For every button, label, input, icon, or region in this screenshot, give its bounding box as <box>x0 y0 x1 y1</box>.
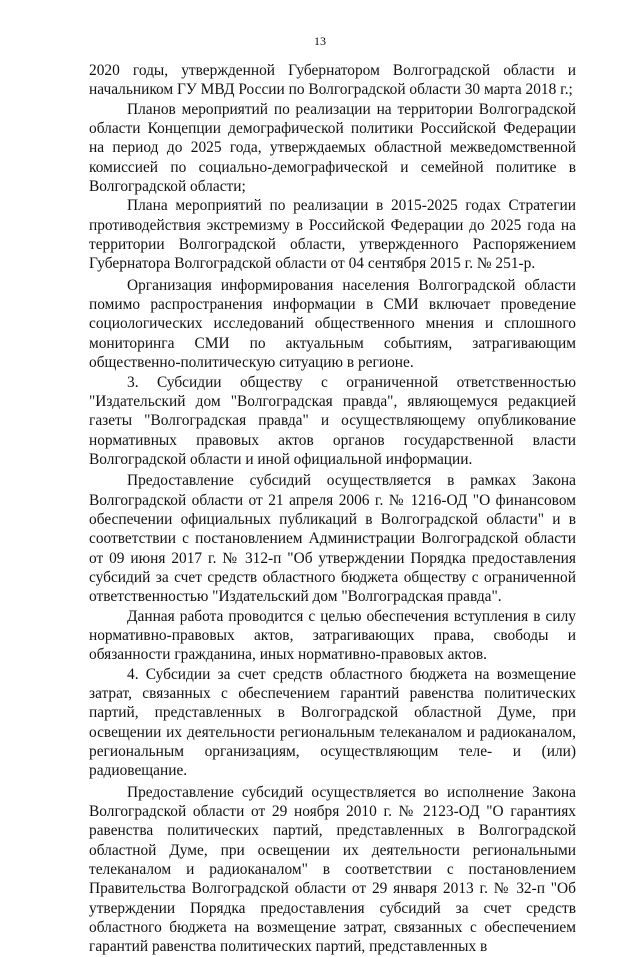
document-body <box>89 61 576 957</box>
paragraph-6: Предоставление субсидий осуществляется в рамках Закона Волгоградской области от 21 апреля 2006 г. № 1216-ОД "О финансовом обеспечении официальных публикаций в Волгоградской области" и в соответствии с постановлением Администрации Волгоградской области от 09 июня 2017 г. № 312-п "Об утверждении Порядка предоставления субсидий за счет средств областного бюджета обществу с ограниченной ответственностью "Издательский дом "Волгоградская правда". <box>89 472 576 606</box>
paragraph-3: Плана мероприятий по реализации в 2015-2025 годах Стратегии противодействия экстремизму в Российской Федерации до 2025 года на территории Волгоградской области, утвержденного Распоряжением Губернатора Волгоградской области от 04 сентября 2015 г. № 251-р. <box>89 197 576 273</box>
paragraph-8: 4. Субсидии за счет средств областного бюджета на возмещение затрат, связанных с обеспечением гарантий равенства политических партий, представленных в Волгоградской областной Думе, при освещении их деятельности региональным телеканалом и радиоканалом, региональным организациям, осуществляющим теле- и (или) радиовещание. <box>89 665 576 780</box>
paragraph-2: Планов мероприятий по реализации на территории Волгоградской области Концепции демографической политики Российской Федерации на период до 2025 года, утверждаемых областной межведомственной комиссией по социально-демографической и семейной политике в Волгоградской области; <box>89 100 576 196</box>
paragraph-5: 3. Субсидии обществу с ограниченной ответственностью "Издательский дом "Волгоградская правда", являющемуся редакцией газеты "Волгоградская правда" и осуществляющему опубликование нормативных правовых актов органов государственной власти Волгоградской области и иной официальной информации. <box>89 373 576 468</box>
paragraph-7: Данная работа проводится с целью обеспечения вступления в силу нормативно-правовых актов, затрагивающих права, свободы и обязанности гражданина, иных нормативно-правовых актов. <box>89 607 576 664</box>
paragraph-1: 2020 годы, утвержденной Губернатором Волгоградской области и начальником ГУ МВД России по Волгоградской области 30 марта 2018 г.; <box>89 62 576 99</box>
page-number: 13 <box>314 34 326 48</box>
paragraph-4: Организация информирования населения Волгоградской области помимо распространения информации в СМИ включает проведение социологических исследований общественного мнения и сплошного мониторинга СМИ по актуальным событиям, затрагивающим общественно-политическую ситуацию в регионе. <box>89 276 576 372</box>
paragraph-9: Предоставление субсидий осуществляется во исполнение Закона Волгоградской области от 29 ноября 2010 г. № 2123-ОД "О гарантиях равенства политических партий, представленных в Волгоградской областной Думе, при освещении их деятельности региональными телеканалом и радиоканалом" в соответствии с постановлением Правительства Волгоградской области от 29 января 2013 г. № 32-п "Об утверждении Порядка предоставления субсидий за счет средств областного бюджета на возмещение затрат, связанных с обеспечением гарантий равенства политических партий, представленных в <box>89 783 576 956</box>
